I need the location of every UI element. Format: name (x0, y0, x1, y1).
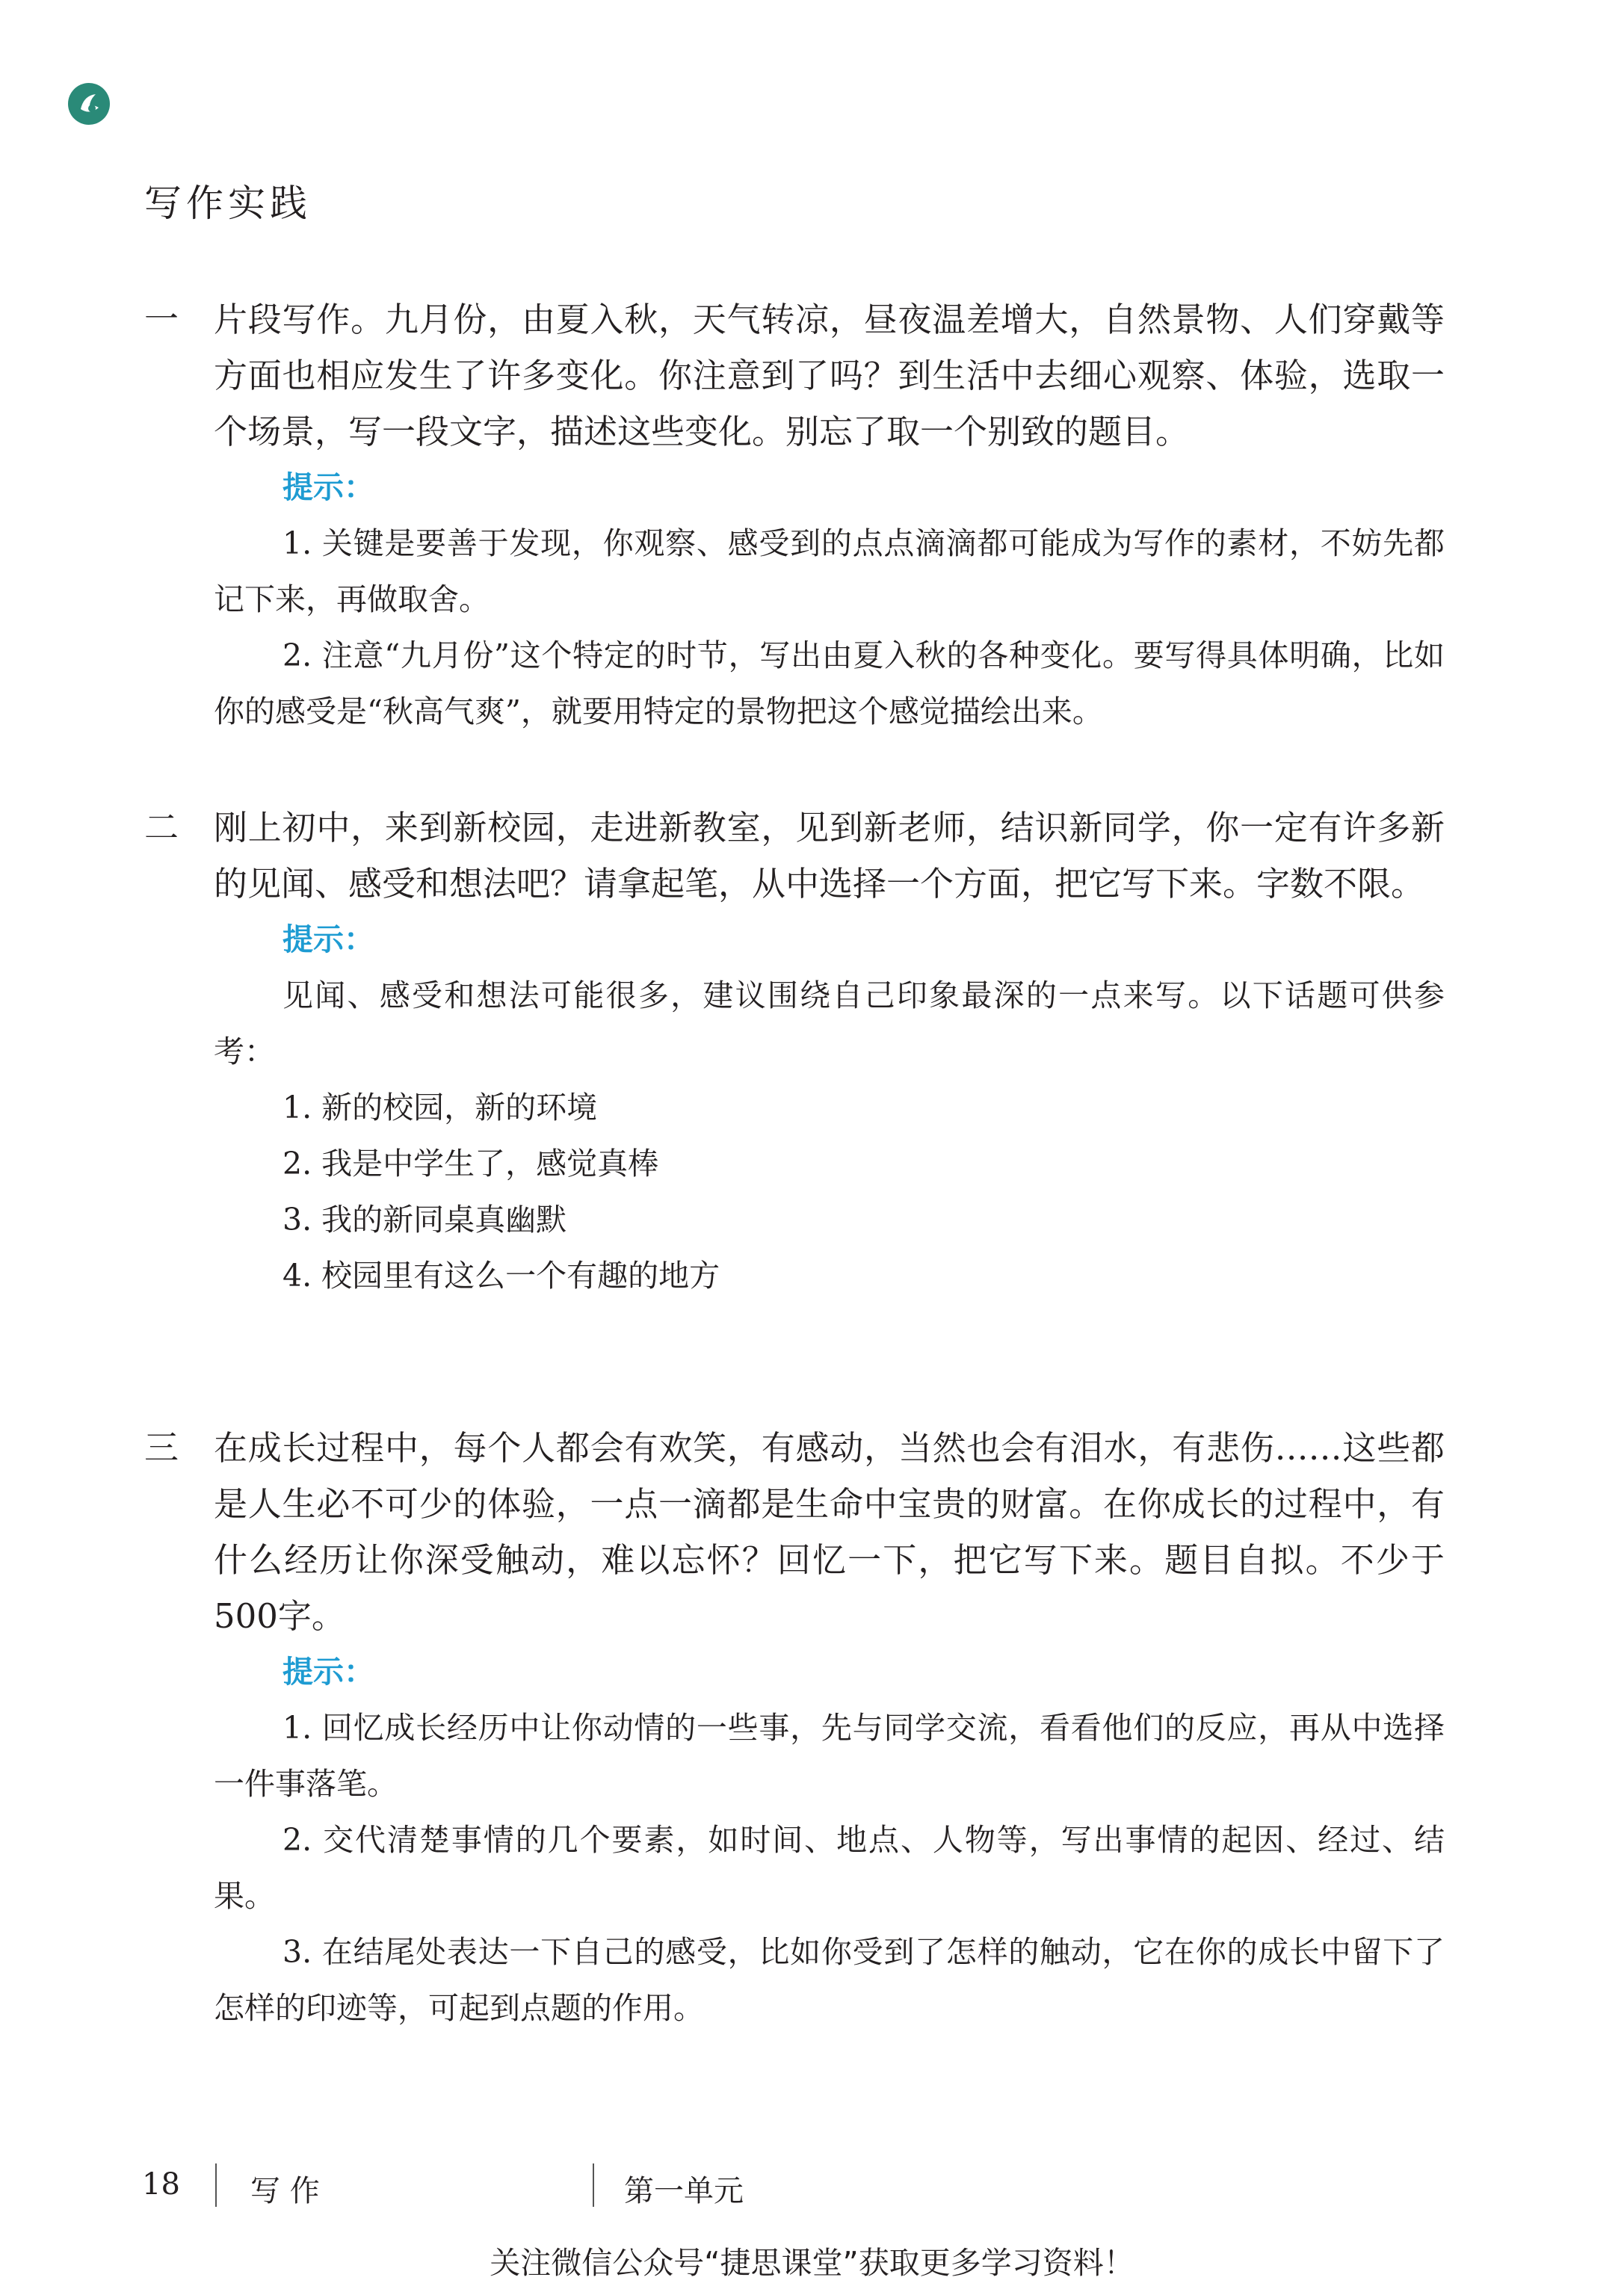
exercise-number: 一 (144, 299, 179, 339)
exercise-prompt: 在成长过程中，每个人都会有欢笑，有感动，当然也会有泪水，有悲伤……这些都是人生必不可少的体验，一点一滴都是生命中宝贵的财富。在你成长的过程中，有什么经历让你深受触动，难以忘怀？回忆一下，把它写下来。题目自拟。不少于500字。 (214, 1428, 1445, 1636)
hint-item: 1. 回忆成长经历中让你动情的一些事，先与同学交流，看看他们的反应，再从中选择一件事落笔。 (214, 1710, 1445, 1802)
hint-label: 提示： (282, 1654, 374, 1690)
hint-intro: 见闻、感受和想法可能很多，建议围绕自己印象最深的一点来写。以下话题可供参考： (214, 977, 1445, 1069)
topic-item: 1. 新的校园，新的环境 (282, 1090, 598, 1125)
hint-label: 提示： (282, 921, 374, 957)
topic-item: 2. 我是中学生了，感觉真棒 (282, 1146, 659, 1182)
exercise-3 (144, 1420, 1445, 2036)
logo-icon (67, 82, 111, 126)
hint-label: 提示： (282, 469, 374, 505)
footer-divider (215, 2163, 217, 2207)
exercise-prompt: 刚上初中，来到新校园，走进新教室，见到新老师，结识新同学，你一定有许多新的见闻、感受和想法吧？请拿起笔，从中选择一个方面，把它写下来。字数不限。 (214, 808, 1445, 904)
footer-notice: 关注微信公众号“捷思课堂”获取更多学习资料！ (490, 2245, 1134, 2281)
topic-item: 4. 校园里有这么一个有趣的地方 (282, 1258, 720, 1294)
hint-item: 2. 注意“九月份”这个特定的时节，写出由夏入秋的各种变化。要写得具体明确，比如你的感受是“秋高气爽”，就要用特定的景物把这个感觉描绘出来。 (214, 637, 1445, 729)
exercise-number: 三 (144, 1427, 179, 1468)
page-number: 18 (142, 2167, 180, 2202)
exercise-prompt: 片段写作。九月份，由夏入秋，天气转凉，昼夜温差增大，自然景物、人们穿戴等方面也相应发生了许多变化。你注意到了吗？到生活中去细心观察、体验，选取一个场景，写一段文字，描述这些变化。别忘了取一个别致的题目。 (214, 300, 1445, 451)
hint-item: 2. 交代清楚事情的几个要素，如时间、地点、人物等，写出事情的起因、经过、结果。 (214, 1822, 1445, 1914)
section-title: 写作实践 (144, 182, 312, 225)
exercise-1 (144, 291, 1445, 740)
footer-divider (593, 2163, 594, 2207)
hint-item: 3. 在结尾处表达一下自己的感受，比如你受到了怎样的触动，它在你的成长中留下了怎样的印迹等，可起到点题的作用。 (214, 1934, 1445, 2026)
footer-section: 写 作 (250, 2174, 320, 2208)
exercise-number: 二 (144, 807, 179, 847)
exercise-2 (144, 800, 1445, 1304)
topic-item: 3. 我的新同桌真幽默 (282, 1202, 567, 1238)
footer-unit: 第一单元 (624, 2174, 744, 2208)
hint-item: 1. 关键是要善于发现，你观察、感受到的点点滴滴都可能成为写作的素材，不妨先都记下来，再做取舍。 (214, 525, 1445, 617)
